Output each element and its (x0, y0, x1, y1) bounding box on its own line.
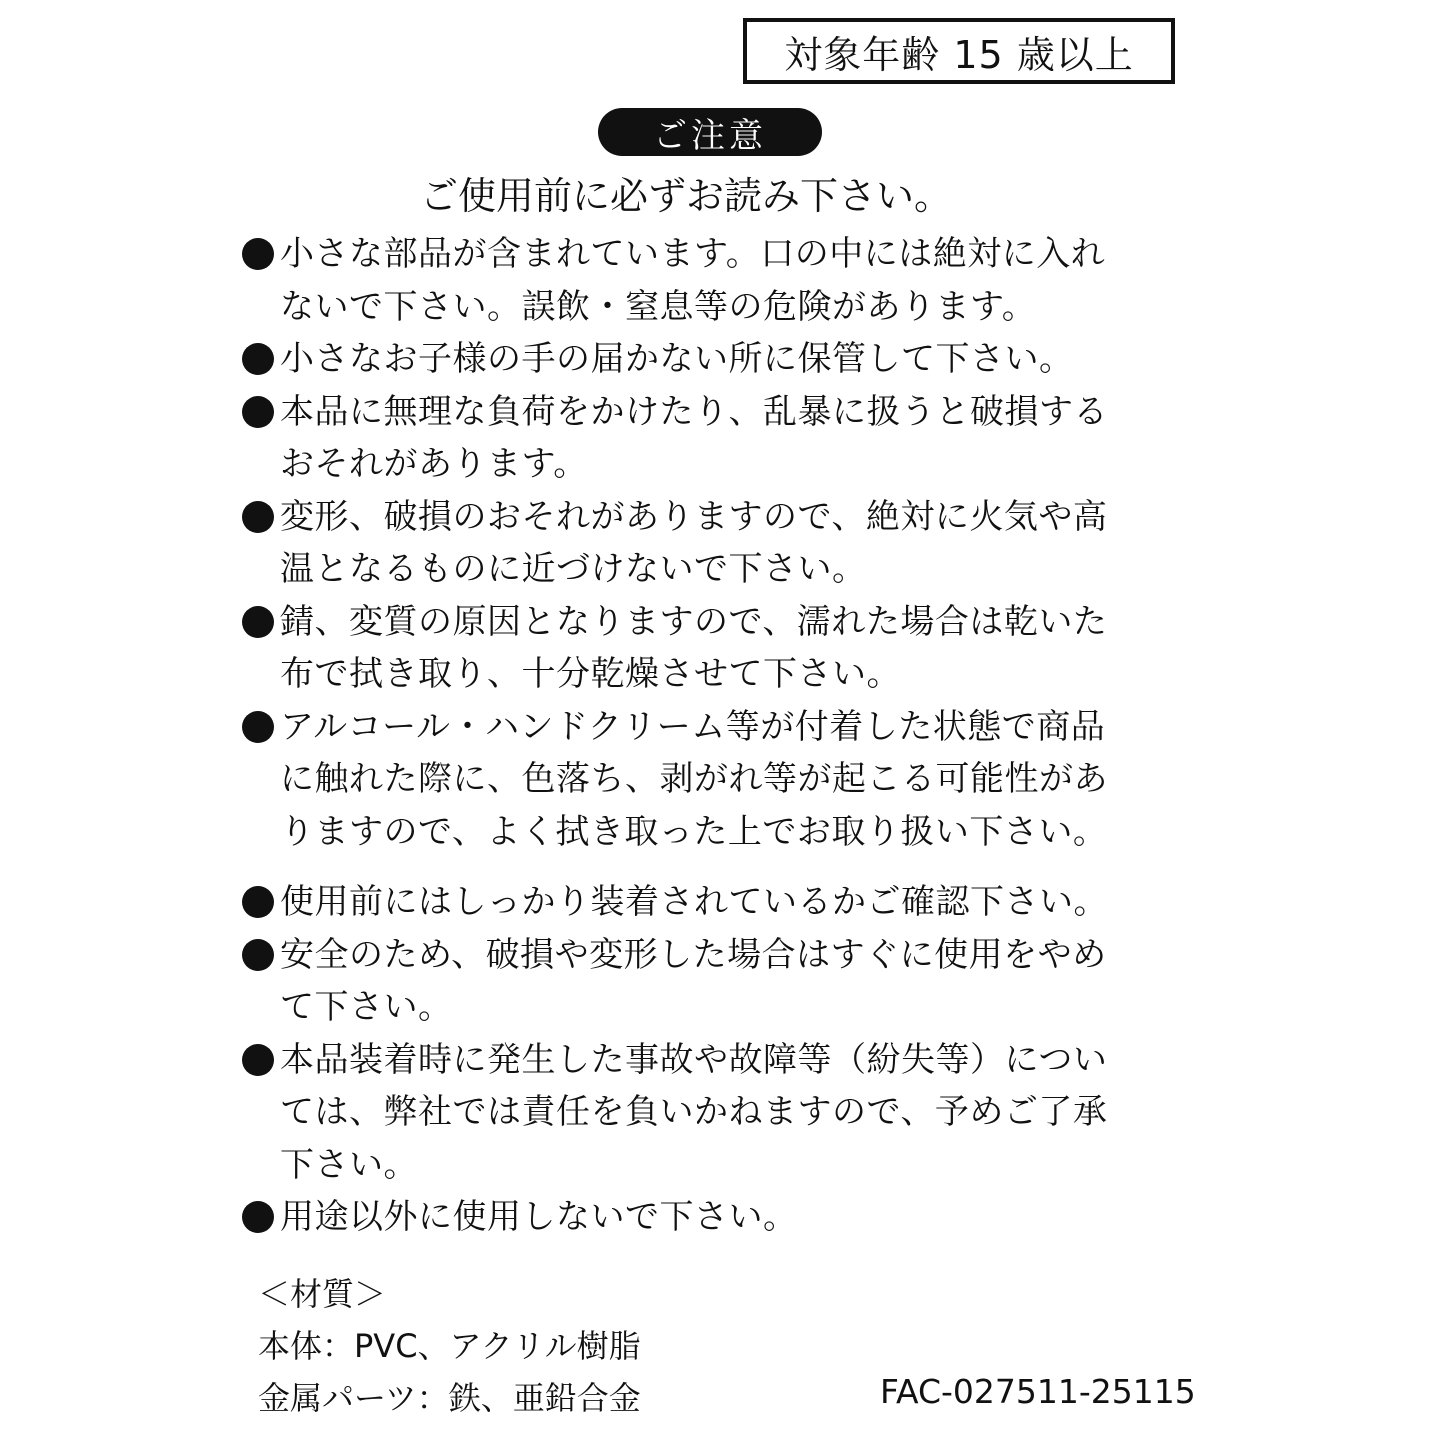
warning-item (242, 876, 1182, 929)
read-before-use-subtitle: ご使用前に必ずお読み下さい。 (420, 174, 953, 218)
warning-line: 使用前にはしっかり装着されているかご確認下さい。 (280, 882, 1108, 922)
warning-line: 小さな部品が含まれています。口の中には絶対に入れ (280, 234, 1106, 274)
bullet-icon (242, 886, 274, 918)
warning-line: 用途以外に使用しないで下さい。 (280, 1197, 798, 1237)
age-rating-text: 対象年齢 15 歳以上 (784, 32, 1134, 77)
warning-item (242, 386, 1182, 491)
warning-item (242, 596, 1182, 701)
warning-item (242, 333, 1182, 386)
bullet-icon (242, 939, 274, 971)
warning-line: に触れた際に、色落ち、剥がれ等が起こる可能性があ (280, 759, 1108, 799)
warning-line: りますので、よく拭き取った上でお取り扱い下さい。 (280, 811, 1108, 852)
bullet-icon (242, 396, 274, 428)
warning-line: 小さなお子様の手の届かない所に保管して下さい。 (280, 339, 1074, 379)
warning-item (242, 491, 1182, 596)
bullet-icon (242, 606, 274, 638)
warning-line: おそれがあります。 (280, 444, 588, 484)
bullet-icon (242, 501, 274, 533)
warning-line: ないで下さい。誤飲・窒息等の危険があります。 (280, 286, 1037, 327)
age-rating-badge (743, 18, 1175, 84)
caution-label: ご注意 (653, 115, 767, 156)
materials-body: 本体：PVC、アクリル樹脂 (258, 1327, 641, 1365)
warning-item (242, 1034, 1182, 1192)
bullet-icon (242, 1044, 274, 1076)
warning-line: 安全のため、破損や変形した場合はすぐに使用をやめ (280, 934, 1107, 975)
warning-line: 下さい。 (280, 1144, 418, 1185)
warning-item (242, 228, 1182, 333)
warning-line: 布で拭き取り、十分乾燥させて下さい。 (280, 654, 901, 694)
warning-line: ては、弊社では責任を負いかねますので、予めご了承 (280, 1092, 1108, 1132)
warning-line: 温となるものに近づけないで下さい。 (280, 549, 867, 589)
product-code: FAC-027511-25115 (880, 1372, 1196, 1411)
materials-section (258, 1268, 641, 1424)
warning-item (242, 701, 1182, 859)
warning-line: 本品装着時に発生した事故や故障等（紛失等）につい (280, 1039, 1108, 1080)
caution-heading (598, 108, 822, 156)
warning-line: 錆、変質の原因となりますので、濡れた場合は乾いた (280, 601, 1108, 642)
bullet-icon (242, 711, 274, 743)
bullet-icon (242, 1201, 274, 1233)
warning-line: 本品に無理な負荷をかけたり、乱暴に扱うと破損する (280, 391, 1108, 432)
materials-metal-parts: 金属パーツ：鉄、亜鉛合金 (258, 1379, 641, 1417)
warning-item (242, 929, 1182, 1034)
warning-list (242, 228, 1182, 1244)
bullet-icon (242, 343, 274, 375)
bullet-icon (242, 238, 274, 270)
warning-line: 変形、破損のおそれがありますので、絶対に火気や高 (280, 496, 1108, 537)
warning-line: アルコール・ハンドクリーム等が付着した状態で商品 (280, 706, 1106, 747)
warning-item (242, 1191, 1182, 1244)
materials-heading: ＜材質＞ (258, 1275, 387, 1313)
warning-line: て下さい。 (280, 987, 453, 1027)
